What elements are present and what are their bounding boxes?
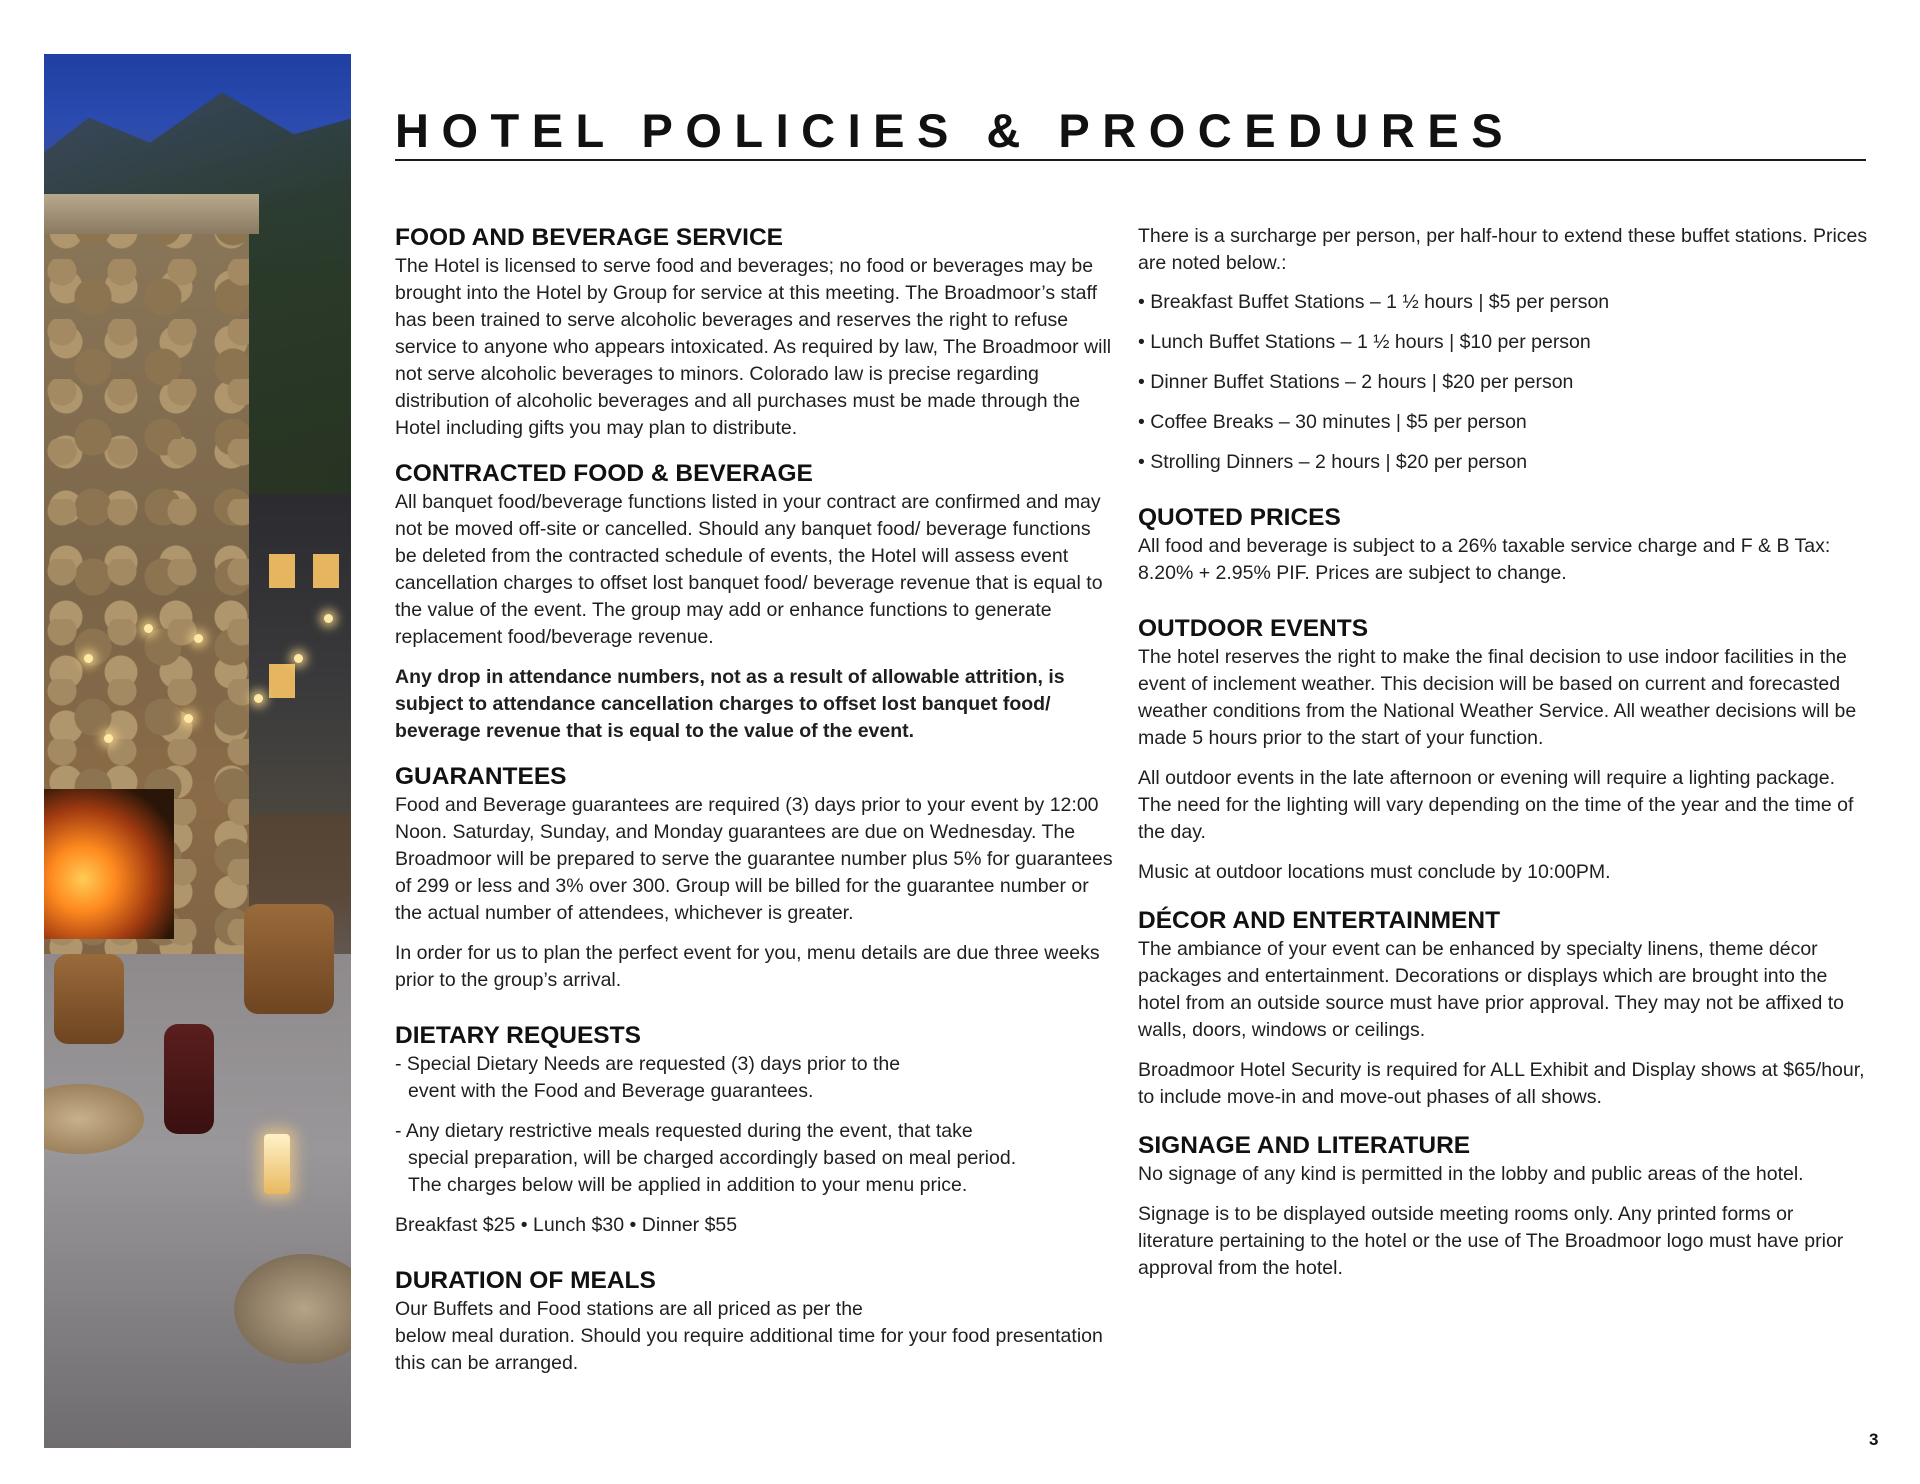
section-body: All banquet food/beverage functions listed in your contract are confirmed and may not be moved off-site or cancelled. Should any banquet food/ beverage functions be deleted from the contracted schedule of events, the Hotel will assess event cancellation charges to offset lost banquet food/ beverage revenue that is equal to the value of the event. The group may add or enhance functions to generate replacement food/beverage revenue.	[395, 491, 1103, 648]
section-heading: DIETARY REQUESTS	[395, 1022, 641, 1049]
section-heading: CONTRACTED FOOD & BEVERAGE	[395, 460, 813, 487]
attendance-note: Any drop in attendance numbers, not as a result of allowable attrition, is subject to attendance cancellation charges to offset lost banquet food/ beverage revenue that is equal to the value of the event.	[395, 666, 1065, 742]
photo-wicker-chair	[54, 954, 124, 1044]
dietary-section	[395, 1021, 1115, 1239]
photo-lantern	[264, 1134, 290, 1194]
section-body: Signage is to be displayed outside meeting rooms only. Any printed forms or literature pertaining to the hotel or the use of The Broadmoor logo must have prior approval from the hotel.	[1138, 1203, 1844, 1279]
meal-prices: Breakfast $25 • Lunch $30 • Dinner $55	[395, 1214, 738, 1236]
section-body: In order for us to plan the perfect event for you, menu details are due three weeks prior to the group’s arrival.	[395, 942, 1100, 991]
photo-chimney-cap	[44, 194, 259, 234]
photo-fire	[44, 789, 174, 939]
section-body: The Hotel is licensed to serve food and beverages; no food or beverages may be brought into the Hotel by Group for service at this meeting. The Broadmoor’s staff has been trained to serve alcoholic beverages and reserves the right to refuse service to anyone who appears intoxicated. As required by law, The Broadmoor will not serve alcoholic beverages to minors. Colorado law is precise regarding distribution of alcoholic beverages and all purchases must be made through the Hotel including gifts you may plan to distribute.	[395, 255, 1112, 439]
dietary-item-line: event with the Food and Beverage guarantees.	[408, 1080, 814, 1102]
section-heading: GUARANTEES	[395, 763, 567, 790]
section-heading: DÉCOR AND ENTERTAINMENT	[1138, 907, 1501, 934]
list-item: • Dinner Buffet Stations – 2 hours | $20 per person	[1138, 371, 1574, 393]
photo-window	[313, 554, 339, 588]
surcharge-intro: There is a surcharge per person, per half-hour to extend these buffet stations. Prices are noted below.:	[1138, 225, 1868, 274]
section-body: The ambiance of your event can be enhanced by specialty linens, theme décor packages and entertainment. Decorations or displays which are brought into the hotel from an outside source must have prior approval. They may not be affixed to walls, doors, windows or ceilings.	[1138, 938, 1844, 1041]
photo-wood-chair	[164, 1024, 214, 1134]
list-item: • Strolling Dinners – 2 hours | $20 per person	[1138, 451, 1528, 473]
dietary-item	[395, 1051, 1115, 1105]
outdoor-events-section	[1138, 614, 1868, 886]
list-item: • Coffee Breaks – 30 minutes | $5 per person	[1138, 411, 1527, 433]
duration-line: below meal duration. Should you require additional time for your food presentation this can be arranged.	[395, 1325, 1103, 1374]
duration-line: Our Buffets and Food stations are all priced as per the	[395, 1298, 863, 1320]
food-beverage-section	[395, 223, 1115, 442]
dietary-item-line: - Any dietary restrictive meals requested during the event, that take	[395, 1120, 973, 1142]
dietary-item	[395, 1118, 1115, 1199]
section-body: Broadmoor Hotel Security is required for ALL Exhibit and Display shows at $65/hour, to include move-in and move-out phases of all shows.	[1138, 1059, 1865, 1108]
photo-wicker-chair	[244, 904, 334, 1014]
section-body: Music at outdoor locations must conclude by 10:00PM.	[1138, 861, 1611, 883]
dietary-item-line: - Special Dietary Needs are requested (3) days prior to the	[395, 1053, 901, 1075]
page-number: 3	[1869, 1430, 1879, 1449]
quoted-prices-section	[1138, 503, 1868, 587]
section-body: No signage of any kind is permitted in the lobby and public areas of the hotel.	[1138, 1163, 1804, 1185]
section-body	[395, 1296, 1115, 1377]
photo-window	[269, 664, 295, 698]
decor-section	[1138, 906, 1868, 1111]
dietary-item-line: special preparation, will be charged accordingly based on meal period.	[408, 1147, 1017, 1169]
section-heading: FOOD AND BEVERAGE SERVICE	[395, 224, 783, 251]
section-heading: OUTDOOR EVENTS	[1138, 615, 1369, 642]
section-body: All outdoor events in the late afternoon or evening will require a lighting package. The need for the lighting will vary depending on the time of the year and the time of the day.	[1138, 767, 1854, 843]
duration-section	[395, 1266, 1115, 1377]
contracted-section	[395, 459, 1115, 745]
guarantees-section	[395, 762, 1115, 994]
section-body: The hotel reserves the right to make the final decision to use indoor facilities in the event of inclement weather. This decision will be based on current and forecasted weather conditions from the National Weather Service. All weather decisions will be made 5 hours prior to the start of your function.	[1138, 646, 1857, 749]
right-column	[1138, 223, 1868, 1282]
list-item: • Breakfast Buffet Stations – 1 ½ hours | $5 per person	[1138, 291, 1610, 313]
surcharge-section	[1138, 223, 1868, 476]
hero-photo	[44, 54, 351, 1448]
list-item: • Lunch Buffet Stations – 1 ½ hours | $10 per person	[1138, 331, 1591, 353]
section-heading: DURATION OF MEALS	[395, 1267, 656, 1294]
dietary-item-line: The charges below will be applied in addition to your menu price.	[408, 1174, 968, 1196]
section-body: All food and beverage is subject to a 26% taxable service charge and F & B Tax: 8.20% + 2.95% PIF. Prices are subject to change.	[1138, 535, 1831, 584]
section-body: Food and Beverage guarantees are required (3) days prior to your event by 12:00 Noon. Saturday, Sunday, and Monday guarantees are due on Wednesday. The Broadmoor will be prepared to serve the guarantee number plus 5% for guarantees of 299 or less and 3% over 300. Group will be billed for the guarantee number or the actual number of attendees, whichever is greater.	[395, 794, 1113, 924]
photo-window	[269, 554, 295, 588]
signage-section	[1138, 1131, 1868, 1282]
page-title: HOTEL POLICIES & PROCEDURES	[395, 104, 1516, 157]
section-heading: QUOTED PRICES	[1138, 504, 1341, 531]
buffet-duration-list	[1138, 289, 1868, 476]
section-heading: SIGNAGE AND LITERATURE	[1138, 1132, 1471, 1159]
left-column	[395, 223, 1115, 1377]
title-divider	[395, 159, 1866, 161]
